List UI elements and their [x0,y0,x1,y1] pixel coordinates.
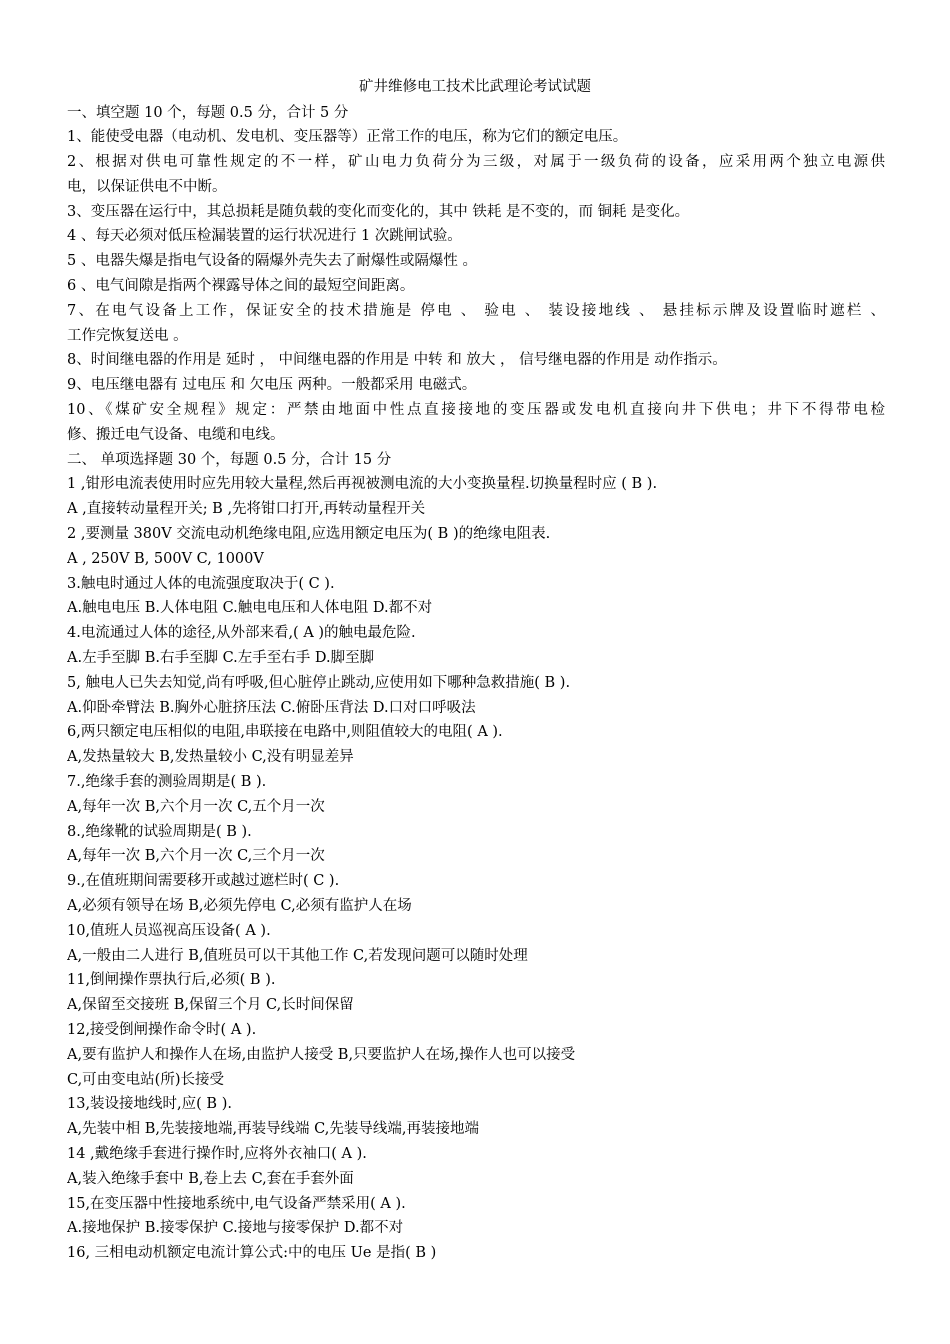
question-line: 9、电压继电器有 过电压 和 欠电压 两种。一般都采用 电磁式。 [67,377,477,394]
question-line: 工作完恢复送电 。 [67,327,188,344]
answer-options: C,可由变电站(所)长接受 [67,1071,224,1088]
question-line: 3、变压器在运行中，其总损耗是随负载的变化而变化的，其中 铁耗 是不变的，而 铜耗 是变化。 [67,203,690,220]
question-line: 6 、电气间隙是指两个裸露导体之间的最短空间距离。 [67,278,415,295]
question-line: 8.,绝缘靴的试验周期是( B ). [67,823,252,840]
answer-options: A,保留至交接班 B,保留三个月 C,长时间保留 [67,997,354,1014]
section-heading-fill-in: 一、填空题 10 个，每题 0.5 分，合计 5 分 [67,104,349,121]
question-line: 11,倒闸操作票执行后,必须( B ). [67,972,276,989]
question-line: 5 、电器失爆是指电气设备的隔爆外壳失去了耐爆性或隔爆性 。 [67,253,477,270]
question-line: 4.电流通过人体的途径,从外部来看,( A )的触电最危险. [67,625,416,642]
section-heading-choice: 二、 单项选择题 30 个，每题 0.5 分，合计 15 分 [67,451,392,468]
answer-options: A , 250V B, 500V C, 1000V [67,550,264,567]
document-title: 矿井维修电工技术比武理论考试试题 [359,79,591,95]
answer-options: A,发热量较大 B,发热量较小 C,没有明显差异 [67,749,354,766]
answer-options: A,每年一次 B,六个月一次 C,五个月一次 [67,798,325,815]
question-line: 6,两只额定电压相似的电阻,串联接在电路中,则阻值较大的电阻( A ). [67,724,503,741]
question-line: 2、根据对供电可靠性规定的不一样，矿山电力负荷分为三级，对属于一级负荷的设备，应采用两个独立电源供 [67,154,885,171]
question-line: 10,值班人员巡视高压设备( A ). [67,922,271,939]
question-line: 7、在电气设备上工作，保证安全的技术措施是 停电 、 验电 、 装设接地线 、 悬挂标示牌及设置临时遮栏 、 [67,302,885,319]
question-line: 8、时间继电器的作用是 延时 ， 中间继电器的作用是 中转 和 放大 ， 信号继电器的作用是 动作指示。 [67,352,727,369]
answer-options: A,一般由二人进行 B,值班员可以干其他工作 C,若发现问题可以随时处理 [67,947,528,964]
answer-options: A,必须有领导在场 B,必须先停电 C,必须有监护人在场 [67,898,412,914]
question-line: 1、能使受电器（电动机、发电机、变压器等）正常工作的电压，称为它们的额定电压。 [67,129,628,146]
question-line: 7.,绝缘手套的测验周期是( B ). [67,774,267,791]
question-line: 14 ,戴绝缘手套进行操作时,应将外衣袖口( A ). [67,1145,367,1162]
question-line: 10、《煤矿安全规程》规定：严禁由地面中性点直接接地的变压器或发电机直接向井下供电；井下不得带电检 [67,402,885,419]
answer-options: A.触电电压 B.人体电阻 C.触电电压和人体电阻 D.都不对 [67,600,433,617]
question-line: 16, 三相电动机额定电流计算公式:中的电压 Ue 是指( B ) [67,1245,437,1262]
question-line: 修、搬迁电气设备、电缆和电线。 [67,426,285,443]
answer-options: A.仰卧牵臂法 B.胸外心脏挤压法 C.俯卧压背法 D.口对口呼吸法 [67,699,476,716]
question-line: 13,装设接地线时,应( B ). [67,1096,232,1113]
question-line: 3.触电时通过人体的电流强度取决于( C ). [67,575,335,592]
document-body [67,101,885,1266]
question-line: 1 ,钳形电流表使用时应先用较大量程,然后再视被测电流的大小变换量程.切换量程时应 ( B ). [67,476,658,493]
question-line: 2 ,要测量 380V 交流电动机绝缘电阻,应选用额定电压为( B )的绝缘电阻表. [67,526,551,543]
question-line: 12,接受倒闸操作命令时( A ). [67,1021,257,1038]
answer-options: A,要有监护人和操作人在场,由监护人接受 B,只要监护人在场,操作人也可以接受 [67,1046,576,1063]
answer-options: A.左手至脚 B.右手至脚 C.左手至右手 D.脚至脚 [67,650,375,667]
answer-options: A,每年一次 B,六个月一次 C,三个月一次 [67,848,325,865]
question-line: 5, 触电人已失去知觉,尚有呼吸,但心脏停止跳动,应使用如下哪种急救措施( B ). [67,674,571,691]
question-line: 电，以保证供电不中断。 [67,178,227,195]
answer-options: A ,直接转动量程开关; B ,先将钳口打开,再转动量程开关 [67,501,426,518]
answer-options: A.接地保护 B.接零保护 C.接地与接零保护 D.都不对 [67,1220,404,1237]
question-line: 9.,在值班期间需要移开或越过遮栏时( C ). [67,873,340,890]
question-line: 15,在变压器中性接地系统中,电气设备严禁采用( A ). [67,1195,406,1212]
answer-options: A,装入绝缘手套中 B,卷上去 C,套在手套外面 [67,1170,354,1187]
question-line: 4 、每天必须对低压检漏装置的运行状况进行 1 次跳闸试验。 [67,228,462,245]
answer-options: A,先装中相 B,先装接地端,再装导线端 C,先装导线端,再装接地端 [67,1121,479,1138]
